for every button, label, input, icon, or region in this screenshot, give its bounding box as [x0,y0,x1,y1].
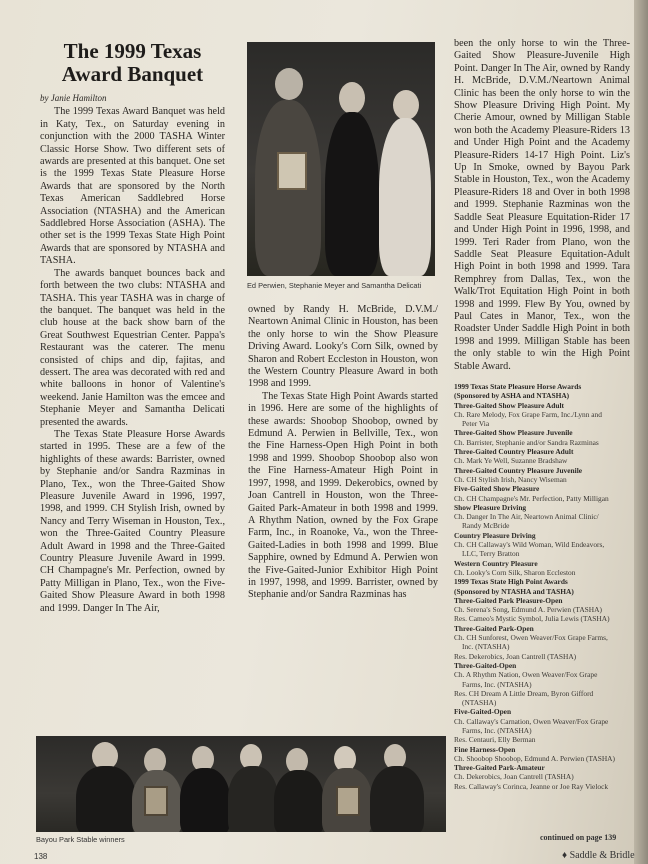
award-entry: LLC, Terry Bratton [462,549,520,559]
award-category: 1999 Texas State High Point Awards [454,577,568,587]
paragraph: been the only horse to win the Three-Gaited Show Pleasure-Juvenile High Point. Danger In The Air, owned by Randy H. McBride, D.V.M./Neartown Animal Clinic has been the only horse to win the Show Pleasure Driving High Point. My Cherie Amour, owned by Milligan Stable won both the Academy Pleasure-Riders 13 and Under High Point and the Academy Pleasure-Riders 14-17 High Point. Liz's Up In Smoke, owned by Bayou Park Stable in Houston, Tex., won the Academy Pleasure-Riders 18 and Over in both 1998 and 1999. Stephanie Razminas won the Saddle Seat Pleasure Equitation-Rider 17 and Under High Point in 1996, 1998, and 1999. Teri Rader from Plano, won the Saddle Seat Pleasure Equitation-Adult High Point in both 1998 and 1999. Tara Remphrey from Dallas, Tex., won the Walk/Trot Equitation High Point in both 1998 and 1999. Flew By You, owned by Paul Cates in Manor, Tex., won the Roadster Under Saddle High Point in both 1998 and 1999. Milligan Stable has been the only stable to win the High Point Stable Award. [454,38,630,372]
person-figure [379,118,431,276]
award-category: Five-Gaited Show Pleasure [454,484,540,494]
magazine-name [562,850,635,861]
article-column-3 [454,38,630,373]
top-photo [247,42,435,276]
award-category: Show Pleasure Driving [454,502,527,512]
award-entry: Res. Cameo's Mystic Symbol, Julia Lewis (TASHA) [454,614,610,624]
award-category: Three-Gaited Park Pleasure-Open [454,595,563,605]
person-figure [370,766,424,832]
award-entry: Ch. Danger In The Air, Neartown Animal Clinic/ [454,512,599,522]
person-figure [76,766,136,832]
paragraph: The Texas State High Point Awards started in 1996. Here are some of the highlights of these awards: Shoobop Shoobop, owned by Edmund A. Perwien in Bellville, Tex., won the Fine Harness-Open High Point in both 1998 and 1999. Shoobop Shoobop also won the Fine Harness-Amateur High Point in 1997, 1998, and 1999. Dekerobics, owned by Joan Cantrell in Houston, won the Three-Gaited Park-Amateur in both 1998 and 1999. A Rhythm Nation, owned by the Fox Grape Farm, Inc., in Roanoke, Va., won the Three-Gaited-Ladies in both 1998 and 1999. Blue Sapphire, owned by Edmund A. Perwien won the Five-Gaited-Junior Exhibitor High Point in 1997, 1998, and 1999. Barrister, owned by Stephanie and/or Sandra Razminas has [248,390,438,601]
award-plaque [144,786,168,816]
award-category: Three-Gaited Park-Open [454,623,534,633]
award-category: Three-Gaited-Open [454,660,517,670]
award-entry: Ch. Serena's Song, Edmund A. Perwien (TASHA) [454,605,602,615]
award-category: Fine Harness-Open [454,744,516,754]
award-category: (Sponsored by NTASHA and TASHA) [454,586,574,596]
person-head [339,82,365,114]
award-category: Western Country Pleasure [454,558,538,568]
person-head [393,90,419,120]
top-photo-caption: Ed Perwien, Stephanie Meyer and Samantha Delicati [247,281,422,290]
person-head [275,68,303,100]
award-entry: Peter Via [462,419,490,429]
award-entry: Randy McBride [462,521,510,531]
award-entry: Res. Callaway's Corinca, Jeanne or Joe Ray Vielock [454,781,609,791]
award-category: Three-Gaited Country Pleasure Adult [454,447,574,457]
award-plaque [277,152,307,190]
awards-list [454,382,632,791]
award-entry: Res. CH Dream A Little Dream, Byron Gifford [454,688,594,698]
award-entry: (NTASHA) [462,698,497,708]
award-category: (Sponsored by ASHA and NTASHA) [454,391,570,401]
magazine-title: Saddle & Bridle [569,850,635,861]
article-title-line-2: Award Banquet [61,62,204,86]
page-number: 138 [34,852,48,861]
award-entry: Ch. Dekerobics, Joan Cantrell (TASHA) [454,772,574,782]
award-entry: Ch. Barrister, Stephanie and/or Sandra Razminas [454,437,599,447]
award-entry: Inc. (NTASHA) [462,642,510,652]
award-category: Three-Gaited Park-Amateur [454,763,545,773]
award-entry: Ch. CH Sunforest, Owen Weaver/Fox Grape Farms, [454,633,608,643]
award-entry: Ch. Callaway's Carnation, Owen Weaver/Fox Grape [454,716,609,726]
paragraph: The 1999 Texas Award Banquet was held in Katy, Tex., on Saturday evening in conjunction with the 2000 TASHA Winter Classic Horse Show. Two different sets of awards are presented at this banquet. One set is the 1999 Texas State Pleasure Horse Awards that are sponsored by the North Texas American Saddlebred Horse Association (NTASHA) and the American Saddlebred Horse Association (ASHA). The other set is the 1999 Texas State High Point Awards that are sponsored by NTASHA and TASHA. [40,106,225,267]
award-category: Three-Gaited Show Pleasure Adult [454,400,564,410]
award-entry: Ch. Mark Ye Well, Suzanne Bradshaw [454,456,568,466]
person-figure [274,770,324,832]
award-entry: Res. Centauri, Elly Berman [454,735,536,745]
award-category: Country Pleasure Driving [454,530,536,540]
award-entry: Farms, Inc. (NTASHA) [462,679,532,689]
award-category: Five-Gaited-Open [454,707,512,717]
award-entry: Res. Dekerobics, Joan Cantrell (TASHA) [454,651,577,661]
paragraph: The Texas State Pleasure Horse Awards started in 1995. These are a few of the highlights of these awards: Barrister, owned by Stephanie and/or Sandra Razminas in Plano, Tex., won the Three-Gaited Show Pleasure Juvenile Award in 1996, 1997, 1998, and 1999. CH Stylish Irish, owned by Nancy and Terry Wiseman in Houston, Tex., won the Three-Gaited Country Pleasure Adult Award in 1998 and the Three-Gaited Country Pleasure Juvenile Award in 1999. CH Champagne's Mr. Perfection, owned by Patty Milligan in Plano, Tex., won the Five-Gaited Show Pleasure Award in both 1998 and 1999. Danger In The Air, [40,428,225,614]
article-column-1 [40,40,225,615]
article-column-2 [248,304,438,602]
award-entry: Ch. Looky's Corn Silk, Sharon Eccleston [454,567,576,577]
award-entry: Ch. CH Champagne's Mr. Perfection, Patty Milligan [454,493,609,503]
page-edge-shadow [634,0,648,864]
award-category: Three-Gaited Country Pleasure Juvenile [454,465,583,475]
award-entry: Farms, Inc. (NTASHA) [462,725,532,735]
person-figure [180,768,230,832]
award-entry: Ch. CH Callaway's Wild Woman, Wild Endeavors, [454,540,605,550]
award-entry: Ch. Shoobop Shoobop, Edmund A. Perwien (TASHA) [454,753,615,763]
award-category: Three-Gaited Show Pleasure Juvenile [454,428,573,438]
award-entry: Ch. Rare Melody, Fox Grape Farm, Inc./Lynn and [454,409,602,419]
article-title-line-1: The 1999 Texas [63,39,202,63]
article-title [40,40,225,86]
award-entry: Ch. A Rhythm Nation, Owen Weaver/Fox Grape [454,670,598,680]
magazine-logo-icon: ♦ [562,850,568,861]
bottom-photo-caption: Bayou Park Stable winners [36,835,125,844]
award-plaque [336,786,360,816]
paragraph: The awards banquet bounces back and forth between the two clubs: NTASHA and TASHA. This year TASHA was in charge of the banquet. The banquet was held in the club house at the back show barn of the Great Southwest Equestrian Center. Pappa's Restaurant was the caterer. The menu consisted of chips and dip, fajitas, and dessert. The area was decorated with red and white balloons in honor of Valentine's weekend. Janie Hamilton was the emcee and Stephanie Meyer and Samantha Delicati presented the awards. [40,267,225,428]
award-entry: Ch. CH Stylish Irish, Nancy Wiseman [454,474,567,484]
award-category: 1999 Texas State Pleasure Horse Awards [454,382,582,391]
person-figure [228,766,278,832]
continued-note: continued on page 139 [540,833,617,842]
person-figure [325,112,379,276]
byline: by Janie Hamilton [40,93,107,103]
paragraph: owned by Randy H. McBride, D.V.M./ Neartown Animal Clinic in Houston, has been the only horse to win the Show Pleasure Driving Award. Looky's Corn Silk, owned by Sharon and Robert Eccleston in Houston, won the Western Country Pleasure Award in both 1998 and 1999. [248,304,438,390]
bottom-photo [36,736,446,832]
